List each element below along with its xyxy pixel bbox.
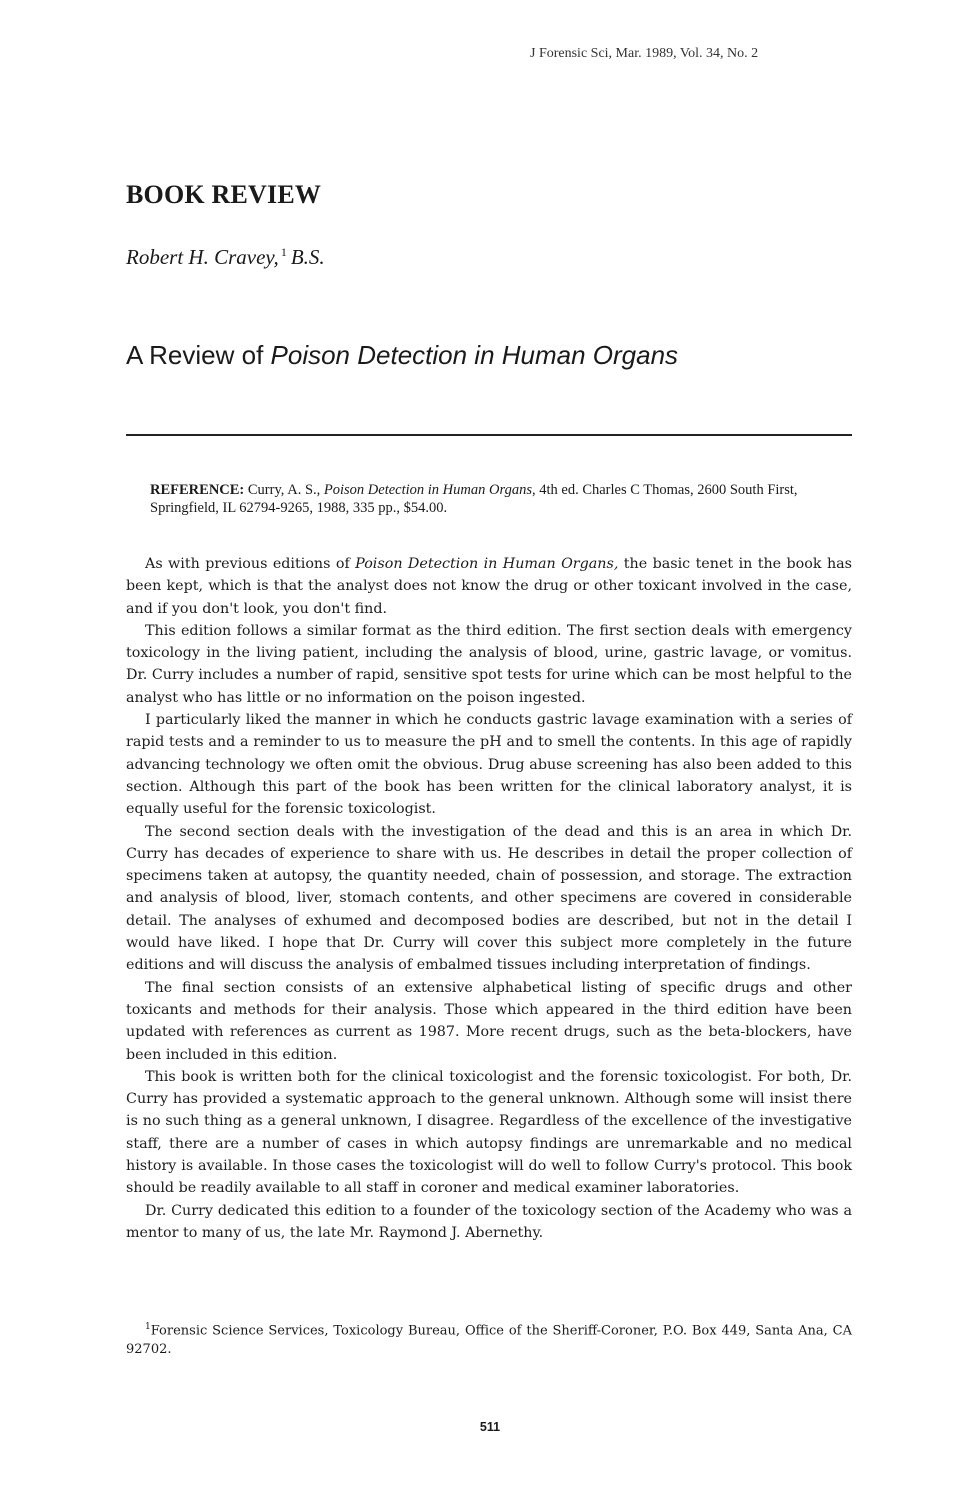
author-affiliation-footnote [126,1318,852,1359]
journal-citation: J Forensic Sci, Mar. 1989, Vol. 34, No. 2 [530,46,759,61]
reference-book-title: Poison Detection in Human Organs, [323,482,536,498]
footnote-text: Forensic Science Services, Toxicology Bureau, Office of the Sheriff-Coroner, P.O. Box 449, Santa Ana, CA 92702. [126,1323,852,1358]
article-title-book: Poison Detection in Human Organs [270,340,679,370]
body-paragraph: The second section deals with the investigation of the dead and this is an area in which Dr. Curry has decades of experience to share with us. He describes in detail the proper collection of specimens taken at autopsy, the quantity needed, chain of possession, and storage. The extraction and analysis of blood, liver, stomach contents, and other specimens are covered in considerable detail. The analyses of exhumed and decomposed bodies are described, but not in the detail I would have liked. I hope that Dr. Curry will cover this subject more completely in the future editions and will discuss the analysis of embalmed tissues including interpretation of findings. [126,823,852,974]
body-paragraph [126,553,852,620]
section-title: BOOK REVIEW [126,180,322,209]
title-rule [126,434,852,436]
reference-block [150,481,840,517]
body-paragraph: Dr. Curry dedicated this edition to a founder of the toxicology section of the Academy who was a mentor to many of us, the late Mr. Raymond J. Abernethy. [126,1202,852,1241]
article-title-prefix: A Review of [126,340,271,370]
paragraph-text: the basic tenet in the book has been kept, which is that the analyst does not know the drug or other toxicant involved in the case, and if you don't look, you don't find. [126,556,853,617]
author-name: Robert H. Cravey, [126,245,279,269]
author-footnote-mark: 1 [280,245,287,259]
review-body [126,553,852,1244]
body-paragraph: This book is written both for the clinical toxicologist and the forensic toxicologist. For both, Dr. Curry has provided a systematic approach to the general unknown. Although some will insist there is no such thing as a general unknown, I disagree. Regardless of the excellence of the investigative staff, there are a number of cases in which autopsy findings are unremarkable and no medical history is available. In those cases the toxicologist will do well to follow Curry's protocol. This book should be readily available to all staff in coroner and medical examiner laboratories. [126,1068,852,1197]
author-line [126,245,325,270]
reference-author: Curry, A. S., [244,482,324,498]
author-degree: B.S. [290,245,325,269]
article-title [126,340,678,371]
reference-details: 4th ed. Charles C Thomas, 2600 South First, Springfield, IL 62794-9265, 1988, 335 pp., $54.00. [150,482,798,516]
reference-label: REFERENCE: [150,482,245,498]
paragraph-text: As with previous editions of [145,556,356,572]
body-paragraph: I particularly liked the manner in which he conducts gastric lavage examination with a series of rapid tests and a reminder to us to measure the pH and to smell the contents. In this age of rapidly advancing technology we often omit the obvious. Drug abuse screening has also been added to this section. Although this part of the book has been written for the clinical laboratory analyst, it is equally useful for the forensic toxicologist. [126,712,852,818]
body-paragraph: This edition follows a similar format as the third edition. The first section deals with emergency toxicology in the living patient, including the analysis of blood, urine, gastric lavage, or vomitus. Dr. Curry includes a number of rapid, sensitive spot tests for urine which can be most helpful to the analyst who has little or no information on the poison ingested. [126,622,852,706]
book-title-inline: Poison Detection in Human Organs, [355,556,619,572]
body-paragraph: The final section consists of an extensive alphabetical listing of specific drugs and other toxicants and methods for their analysis. Those which appeared in the third edition have been updated with references as current as 1987. More recent drugs, such as the beta-blockers, have been included in this edition. [126,979,852,1063]
footnote-mark: 1 [145,1322,151,1332]
page-number: 511 [479,1420,501,1434]
